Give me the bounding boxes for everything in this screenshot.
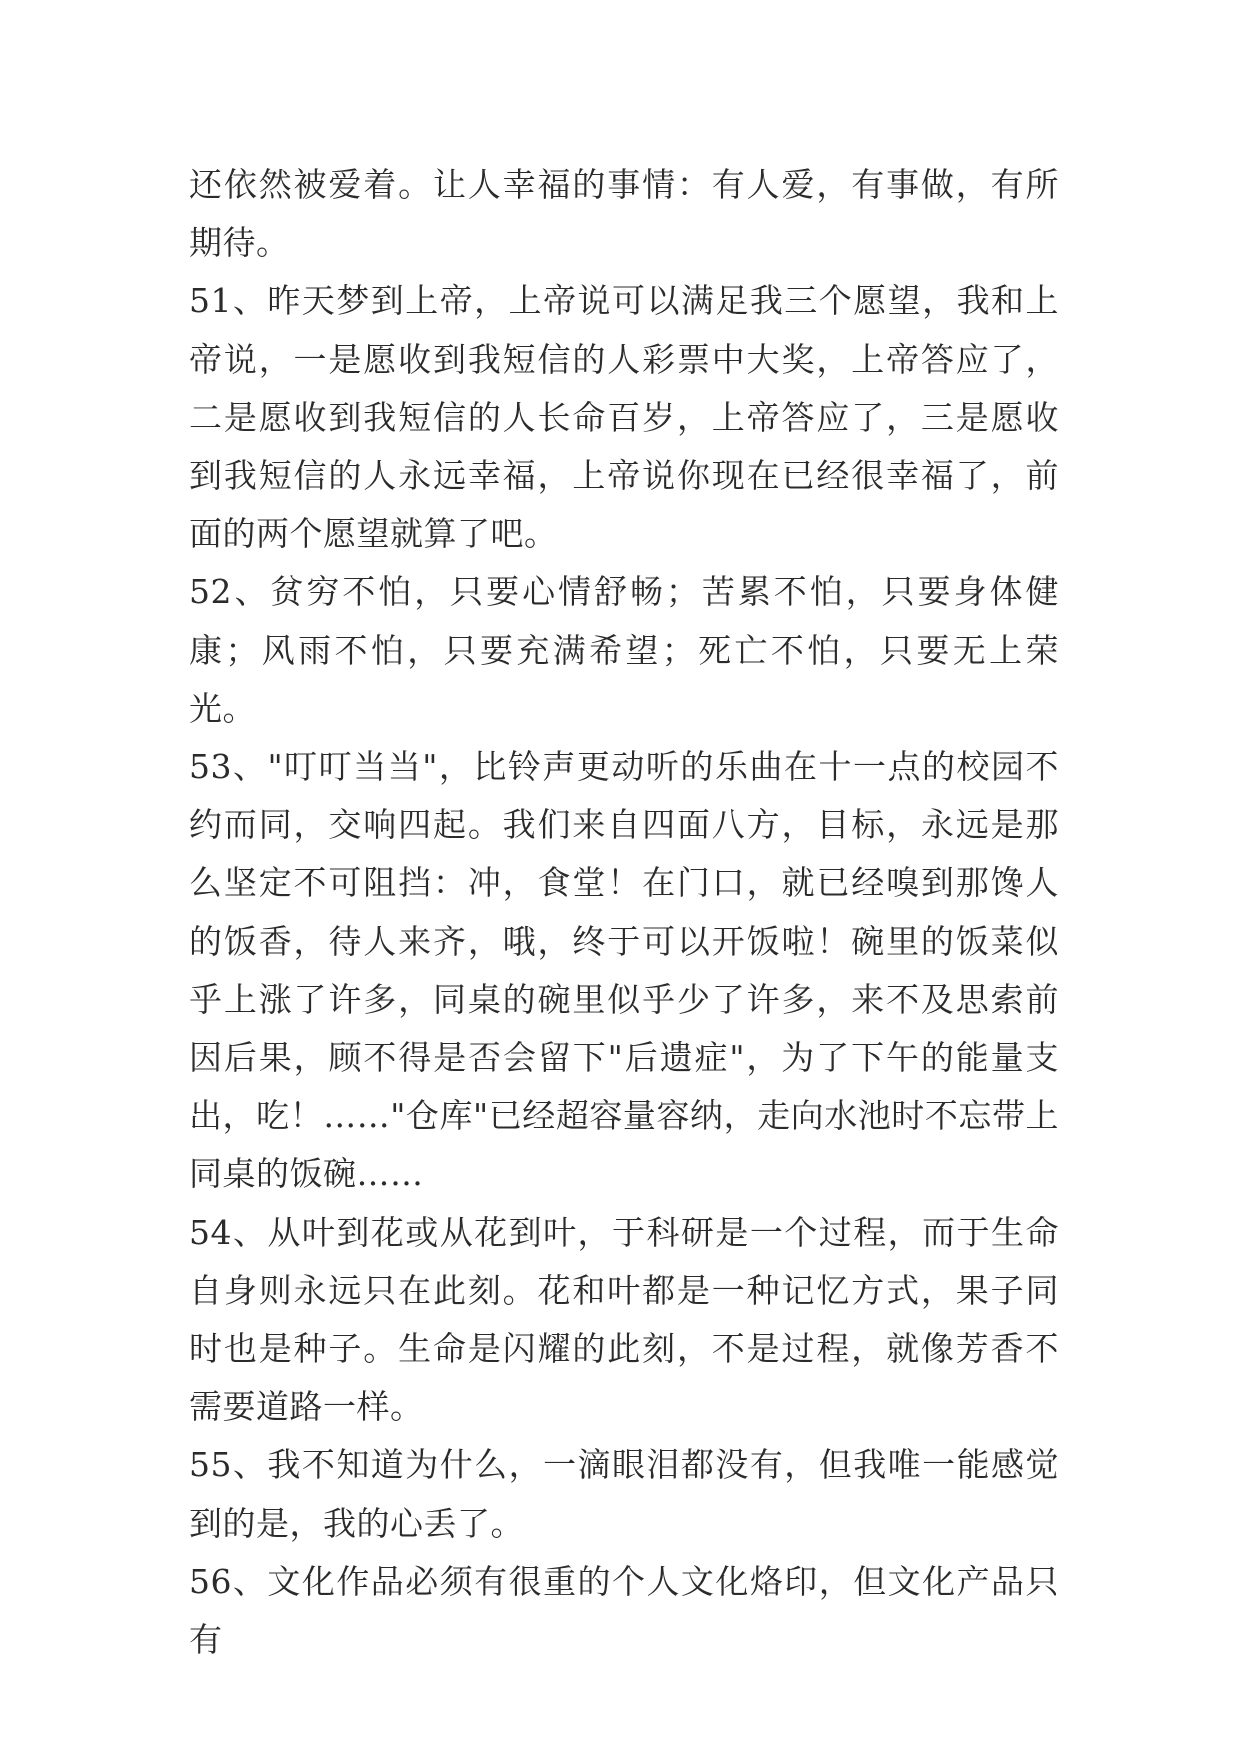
paragraph-51: 51、昨天梦到上帝，上帝说可以满足我三个愿望，我和上帝说，一是愿收到我短信的人彩票中大奖，上帝答应了，二是愿收到我短信的人长命百岁，上帝答应了，三是愿收到我短信的人永远幸福，上帝说你现在已经很幸福了，前面的两个愿望就算了吧。	[189, 281, 1059, 554]
paragraph-56: 56、文化作品必须有很重的个人文化烙印，但文化产品只有	[189, 1561, 1059, 1660]
paragraph-53: 53、"叮叮当当"，比铃声更动听的乐曲在十一点的校园不约而同，交响四起。我们来自四面八方，目标，永远是那么坚定不可阻挡：冲，食堂！在门口，就已经嗅到那馋人的饭香，待人来齐，哦，终于可以开饭啦！碗里的饭菜似乎上涨了许多，同桌的碗里似乎少了许多，来不及思索前因后果，顾不得是否会留下"后遗症"，为了下午的能量支出，吃！……"仓库"已经超容量容纳，走向水池时不忘带上同桌的饭碗……	[189, 747, 1059, 1194]
paragraph-54: 54、从叶到花或从花到叶，于科研是一个过程，而于生命自身则永远只在此刻。花和叶都是一种记忆方式，果子同时也是种子。生命是闪耀的此刻，不是过程，就像芳香不需要道路一样。	[189, 1212, 1059, 1427]
paragraph-52: 52、贫穷不怕，只要心情舒畅；苦累不怕，只要身体健康；风雨不怕，只要充满希望；死亡不怕，只要无上荣光。	[189, 572, 1059, 728]
body-text	[189, 156, 1059, 1669]
paragraph-continuation: 还依然被爱着。让人幸福的事情：有人爱，有事做，有所期待。	[189, 165, 1059, 263]
paragraph-55: 55、我不知道为什么，一滴眼泪都没有，但我唯一能感觉到的是，我的心丢了。	[189, 1445, 1059, 1543]
